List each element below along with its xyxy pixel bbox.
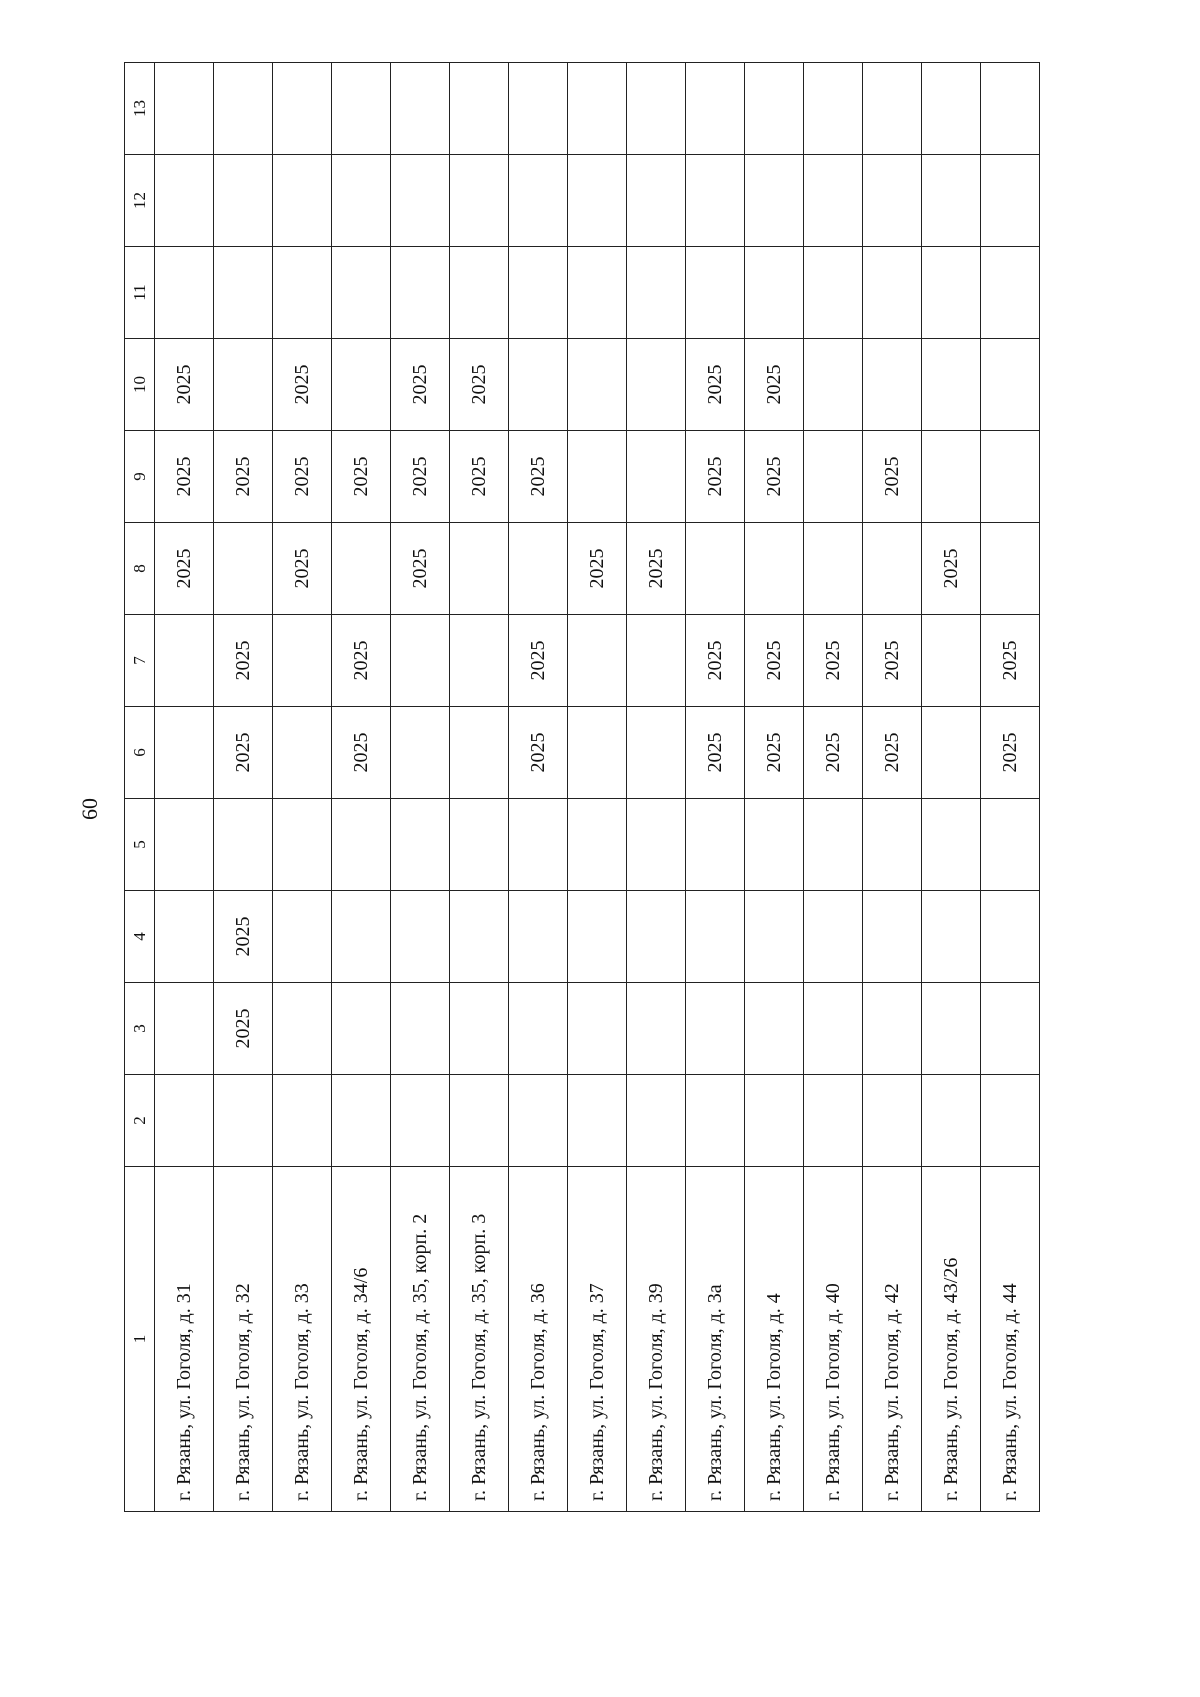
year-cell [273, 247, 332, 339]
year-cell [922, 615, 981, 707]
year-cell [863, 63, 922, 155]
year-cell [627, 1075, 686, 1167]
year-cell [450, 1075, 509, 1167]
year-cell [863, 339, 922, 431]
column-number-header: 3 [125, 983, 155, 1075]
year-cell: 2025 [214, 891, 273, 983]
table-row [450, 63, 509, 1512]
year-cell [450, 983, 509, 1075]
year-cell [568, 339, 627, 431]
year-cell: 2025 [686, 707, 745, 799]
year-cell [450, 63, 509, 155]
year-cell: 2025 [745, 707, 804, 799]
year-cell [627, 891, 686, 983]
year-cell [686, 1075, 745, 1167]
year-cell [922, 155, 981, 247]
column-number-header: 1 [125, 1167, 155, 1512]
year-cell [568, 1075, 627, 1167]
year-cell: 2025 [391, 431, 450, 523]
year-cell: 2025 [745, 615, 804, 707]
year-cell [568, 155, 627, 247]
year-cell [332, 1075, 391, 1167]
schedule-table [124, 62, 1040, 1512]
year-cell [155, 63, 214, 155]
year-cell: 2025 [273, 431, 332, 523]
year-cell [981, 891, 1040, 983]
year-cell [568, 983, 627, 1075]
year-cell [863, 155, 922, 247]
year-cell [155, 1075, 214, 1167]
year-cell [391, 1075, 450, 1167]
year-cell: 2025 [686, 339, 745, 431]
address-cell: г. Рязань, ул. Гоголя, д. 40 [804, 1167, 863, 1512]
column-number-header: 8 [125, 523, 155, 615]
year-cell [863, 891, 922, 983]
year-cell [214, 339, 273, 431]
year-cell: 2025 [686, 431, 745, 523]
year-cell [627, 799, 686, 891]
year-cell [627, 615, 686, 707]
year-cell [804, 63, 863, 155]
year-cell [745, 247, 804, 339]
year-cell [214, 155, 273, 247]
column-number-header: 4 [125, 891, 155, 983]
column-number-header: 12 [125, 155, 155, 247]
address-cell: г. Рязань, ул. Гоголя, д. 37 [568, 1167, 627, 1512]
year-cell [922, 339, 981, 431]
year-cell: 2025 [863, 707, 922, 799]
header-row [125, 63, 155, 1512]
address-cell: г. Рязань, ул. Гоголя, д. 3а [686, 1167, 745, 1512]
year-cell [214, 63, 273, 155]
address-cell: г. Рязань, ул. Гоголя, д. 31 [155, 1167, 214, 1512]
year-cell [686, 247, 745, 339]
year-cell [804, 799, 863, 891]
table-row [214, 63, 273, 1512]
year-cell: 2025 [922, 523, 981, 615]
year-cell [568, 799, 627, 891]
year-cell [568, 431, 627, 523]
year-cell [627, 155, 686, 247]
year-cell [273, 799, 332, 891]
year-cell [273, 707, 332, 799]
year-cell [391, 983, 450, 1075]
year-cell [273, 891, 332, 983]
year-cell [450, 799, 509, 891]
column-number-header: 7 [125, 615, 155, 707]
year-cell [981, 523, 1040, 615]
year-cell [450, 523, 509, 615]
year-cell [391, 799, 450, 891]
year-cell: 2025 [686, 615, 745, 707]
year-cell [686, 983, 745, 1075]
year-cell [686, 523, 745, 615]
year-cell [745, 523, 804, 615]
year-cell: 2025 [509, 707, 568, 799]
year-cell [450, 247, 509, 339]
year-cell [509, 339, 568, 431]
table-row [568, 63, 627, 1512]
year-cell: 2025 [804, 707, 863, 799]
year-cell: 2025 [804, 615, 863, 707]
year-cell: 2025 [981, 707, 1040, 799]
year-cell [981, 983, 1040, 1075]
year-cell [509, 1075, 568, 1167]
year-cell [509, 799, 568, 891]
table-row [391, 63, 450, 1512]
address-cell: г. Рязань, ул. Гоголя, д. 35, корп. 2 [391, 1167, 450, 1512]
year-cell [922, 63, 981, 155]
year-cell [922, 431, 981, 523]
year-cell [332, 523, 391, 615]
year-cell [273, 63, 332, 155]
year-cell: 2025 [332, 431, 391, 523]
year-cell: 2025 [627, 523, 686, 615]
address-cell: г. Рязань, ул. Гоголя, д. 44 [981, 1167, 1040, 1512]
year-cell [863, 1075, 922, 1167]
year-cell [686, 799, 745, 891]
column-number-header: 10 [125, 339, 155, 431]
year-cell: 2025 [509, 431, 568, 523]
year-cell [391, 155, 450, 247]
year-cell: 2025 [273, 339, 332, 431]
table-row [745, 63, 804, 1512]
table-row [155, 63, 214, 1512]
year-cell [155, 615, 214, 707]
year-cell [922, 247, 981, 339]
year-cell [332, 339, 391, 431]
year-cell [273, 155, 332, 247]
year-cell [155, 891, 214, 983]
year-cell [568, 247, 627, 339]
year-cell [155, 247, 214, 339]
year-cell [981, 63, 1040, 155]
year-cell: 2025 [155, 431, 214, 523]
year-cell [450, 707, 509, 799]
year-cell [273, 1075, 332, 1167]
address-cell: г. Рязань, ул. Гоголя, д. 34/6 [332, 1167, 391, 1512]
year-cell [745, 983, 804, 1075]
year-cell [981, 1075, 1040, 1167]
year-cell [568, 891, 627, 983]
year-cell [922, 799, 981, 891]
year-cell [922, 983, 981, 1075]
year-cell [804, 339, 863, 431]
year-cell [332, 891, 391, 983]
year-cell [804, 523, 863, 615]
year-cell [922, 1075, 981, 1167]
year-cell [155, 155, 214, 247]
table-row [981, 63, 1040, 1512]
year-cell: 2025 [745, 431, 804, 523]
year-cell: 2025 [509, 615, 568, 707]
year-cell: 2025 [155, 339, 214, 431]
year-cell [804, 247, 863, 339]
year-cell [922, 707, 981, 799]
column-number-header: 9 [125, 431, 155, 523]
year-cell: 2025 [214, 707, 273, 799]
year-cell [155, 799, 214, 891]
year-cell [450, 891, 509, 983]
year-cell: 2025 [450, 431, 509, 523]
address-cell: г. Рязань, ул. Гоголя, д. 39 [627, 1167, 686, 1512]
year-cell: 2025 [391, 339, 450, 431]
address-cell: г. Рязань, ул. Гоголя, д. 4 [745, 1167, 804, 1512]
address-cell: г. Рязань, ул. Гоголя, д. 33 [273, 1167, 332, 1512]
year-cell [509, 891, 568, 983]
column-number-header: 5 [125, 799, 155, 891]
year-cell: 2025 [981, 615, 1040, 707]
column-number-header: 6 [125, 707, 155, 799]
year-cell [509, 983, 568, 1075]
year-cell [568, 63, 627, 155]
column-number-header: 11 [125, 247, 155, 339]
year-cell: 2025 [273, 523, 332, 615]
year-cell: 2025 [214, 983, 273, 1075]
year-cell [627, 983, 686, 1075]
table-row [273, 63, 332, 1512]
year-cell [214, 247, 273, 339]
year-cell [155, 707, 214, 799]
table-row [863, 63, 922, 1512]
address-cell: г. Рязань, ул. Гоголя, д. 35, корп. 3 [450, 1167, 509, 1512]
year-cell [863, 247, 922, 339]
year-cell: 2025 [863, 615, 922, 707]
year-cell [981, 247, 1040, 339]
address-cell: г. Рязань, ул. Гоголя, д. 42 [863, 1167, 922, 1512]
year-cell [155, 983, 214, 1075]
year-cell [804, 891, 863, 983]
year-cell: 2025 [155, 523, 214, 615]
year-cell [745, 799, 804, 891]
year-cell [450, 155, 509, 247]
address-cell: г. Рязань, ул. Гоголя, д. 32 [214, 1167, 273, 1512]
year-cell [391, 63, 450, 155]
year-cell [568, 707, 627, 799]
year-cell [745, 63, 804, 155]
year-cell: 2025 [332, 615, 391, 707]
year-cell [686, 891, 745, 983]
table-row [332, 63, 391, 1512]
year-cell [981, 799, 1040, 891]
year-cell [332, 155, 391, 247]
table-row [627, 63, 686, 1512]
year-cell: 2025 [214, 431, 273, 523]
year-cell: 2025 [568, 523, 627, 615]
year-cell [922, 891, 981, 983]
year-cell [627, 63, 686, 155]
year-cell: 2025 [391, 523, 450, 615]
year-cell [391, 615, 450, 707]
year-cell [509, 523, 568, 615]
year-cell [391, 891, 450, 983]
year-cell [981, 339, 1040, 431]
year-cell [981, 431, 1040, 523]
year-cell [450, 615, 509, 707]
year-cell [627, 431, 686, 523]
year-cell [509, 247, 568, 339]
year-cell [509, 155, 568, 247]
year-cell: 2025 [745, 339, 804, 431]
year-cell [745, 1075, 804, 1167]
year-cell [804, 1075, 863, 1167]
year-cell [745, 891, 804, 983]
column-number-header: 2 [125, 1075, 155, 1167]
year-cell [804, 155, 863, 247]
year-cell [273, 615, 332, 707]
year-cell [627, 707, 686, 799]
year-cell [509, 63, 568, 155]
year-cell [686, 155, 745, 247]
year-cell: 2025 [863, 431, 922, 523]
table-row [686, 63, 745, 1512]
year-cell [214, 799, 273, 891]
page-number: 60 [77, 798, 102, 820]
year-cell [214, 1075, 273, 1167]
year-cell [804, 431, 863, 523]
year-cell [981, 155, 1040, 247]
year-cell [332, 983, 391, 1075]
table-row [804, 63, 863, 1512]
year-cell [804, 983, 863, 1075]
year-cell [332, 799, 391, 891]
column-number-header: 13 [125, 63, 155, 155]
address-cell: г. Рязань, ул. Гоголя, д. 36 [509, 1167, 568, 1512]
table-row [509, 63, 568, 1512]
year-cell [214, 523, 273, 615]
year-cell: 2025 [214, 615, 273, 707]
table-row [922, 63, 981, 1512]
year-cell [627, 247, 686, 339]
year-cell [273, 983, 332, 1075]
year-cell [332, 63, 391, 155]
year-cell [391, 707, 450, 799]
year-cell: 2025 [332, 707, 391, 799]
year-cell [391, 247, 450, 339]
schedule-table-container [124, 63, 1084, 1512]
year-cell [332, 247, 391, 339]
address-cell: г. Рязань, ул. Гоголя, д. 43/26 [922, 1167, 981, 1512]
year-cell [568, 615, 627, 707]
year-cell [686, 63, 745, 155]
year-cell [863, 799, 922, 891]
year-cell: 2025 [450, 339, 509, 431]
year-cell [863, 983, 922, 1075]
year-cell [863, 523, 922, 615]
year-cell [627, 339, 686, 431]
year-cell [745, 155, 804, 247]
